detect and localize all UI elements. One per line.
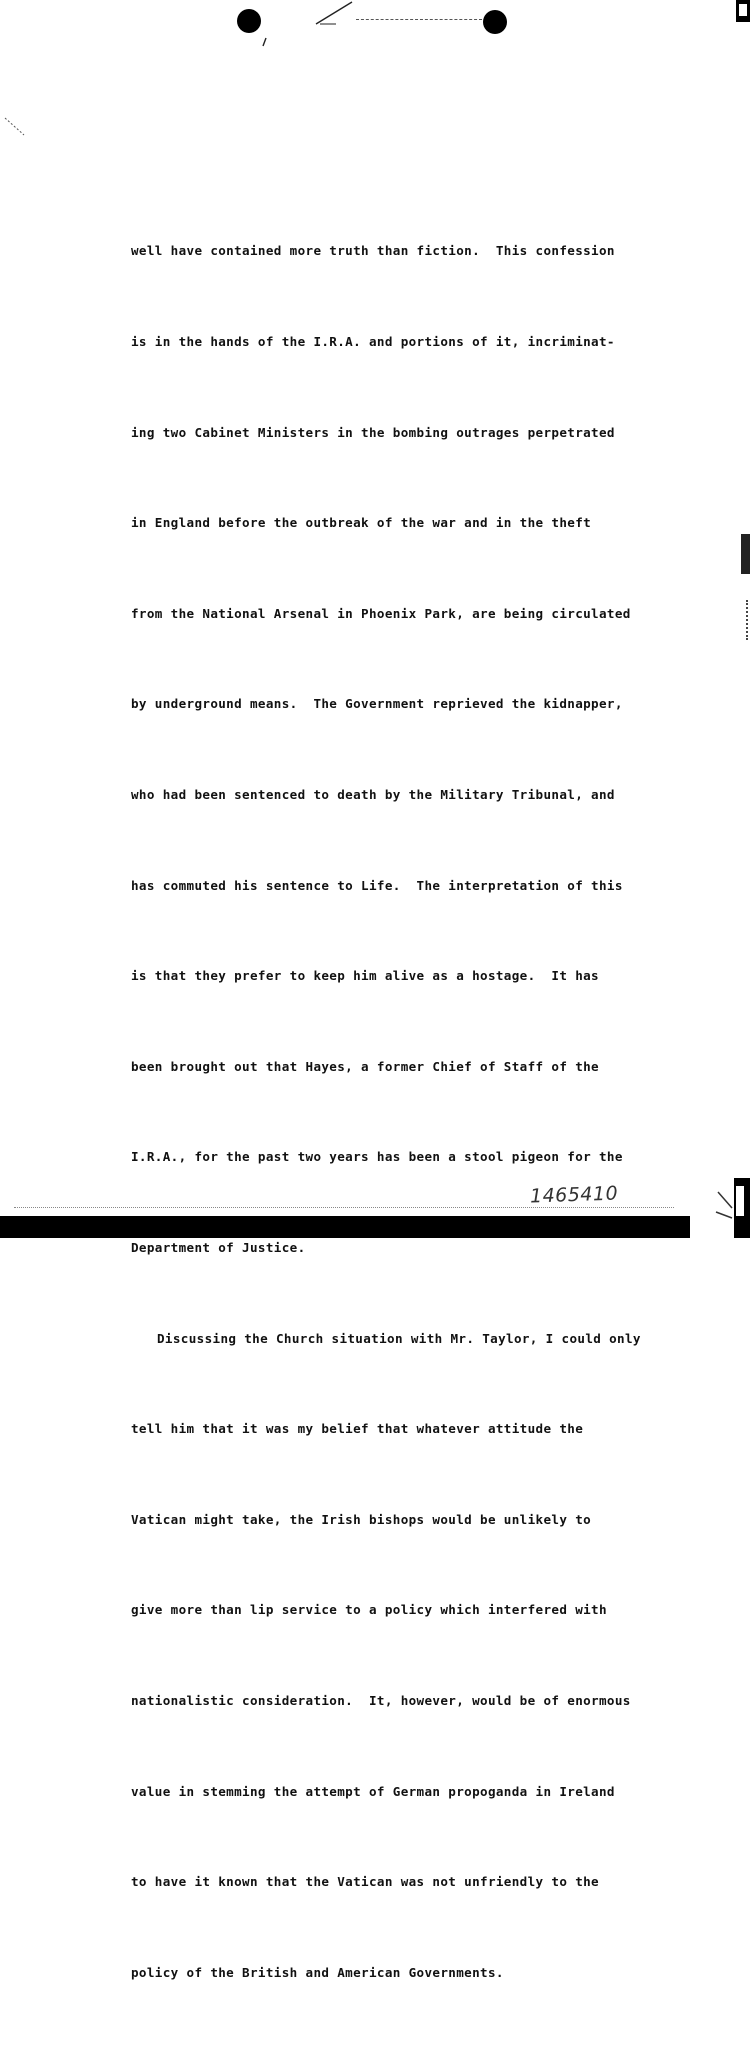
left-margin-mark	[4, 115, 26, 139]
paragraph-1-line: has commuted his sentence to Life. The interpretation of this	[131, 877, 623, 893]
bottom-right-scan-mark	[714, 1178, 750, 1238]
paragraph-1-line: by underground means. The Government reprieved the kidnapper,	[131, 696, 623, 712]
paragraph-2-line: Discussing the Church situation with Mr. Taylor, I could only	[157, 1330, 641, 1346]
paragraph-1-line: is that they prefer to keep him alive as a hostage. It has	[131, 968, 599, 984]
bottom-scan-edge	[0, 1216, 690, 1238]
punch-hole-right	[483, 10, 507, 34]
paragraph-1-line: well have contained more truth than fiction. This confession	[131, 243, 615, 259]
paragraph-1-line: ing two Cabinet Ministers in the bombing outrages perpetrated	[131, 424, 615, 440]
right-edge-dots	[742, 600, 748, 640]
paragraph-2-line: value in stemming the attempt of German propoganda in Ireland	[131, 1783, 615, 1799]
paragraph-2-line: nationalistic consideration. It, however, would be of enormous	[131, 1692, 631, 1708]
bottom-dotted-line	[14, 1207, 674, 1208]
right-edge-shadow	[741, 534, 750, 574]
paragraph-2-line: tell him that it was my belief that whatever attitude the	[131, 1421, 584, 1437]
top-dashed-line	[356, 19, 482, 20]
paragraph-2-line: policy of the British and American Governments.	[131, 1964, 504, 1980]
typed-body-text	[131, 176, 711, 2048]
paragraph-1-line: in England before the outbreak of the war and in the theft	[131, 515, 592, 531]
handwritten-reference-number: 1465410	[529, 1182, 619, 1208]
paragraph-2-line: Vatican might take, the Irish bishops would be unlikely to	[131, 1511, 592, 1527]
paragraph-1-line: Department of Justice.	[131, 1239, 306, 1255]
paragraph-1-line: from the National Arsenal in Phoenix Park, are being circulated	[131, 605, 631, 621]
punch-hole-left	[237, 9, 261, 33]
paragraph-1-line: who had been sentenced to death by the Military Tribunal, and	[131, 786, 615, 802]
paragraph-1-line: been brought out that Hayes, a former Chief of Staff of the	[131, 1058, 599, 1074]
pencil-slash-mark	[0, 0, 750, 60]
paragraph-2-line: to have it known that the Vatican was not unfriendly to the	[131, 1874, 599, 1890]
paragraph-1-line: is in the hands of the I.R.A. and portions of it, incriminat-	[131, 334, 615, 349]
paragraph-1-line: I.R.A., for the past two years has been a stool pigeon for the	[131, 1149, 623, 1165]
top-right-edge-mark	[736, 0, 750, 22]
paragraph-2-line: give more than lip service to a policy which interfered with	[131, 1602, 607, 1618]
